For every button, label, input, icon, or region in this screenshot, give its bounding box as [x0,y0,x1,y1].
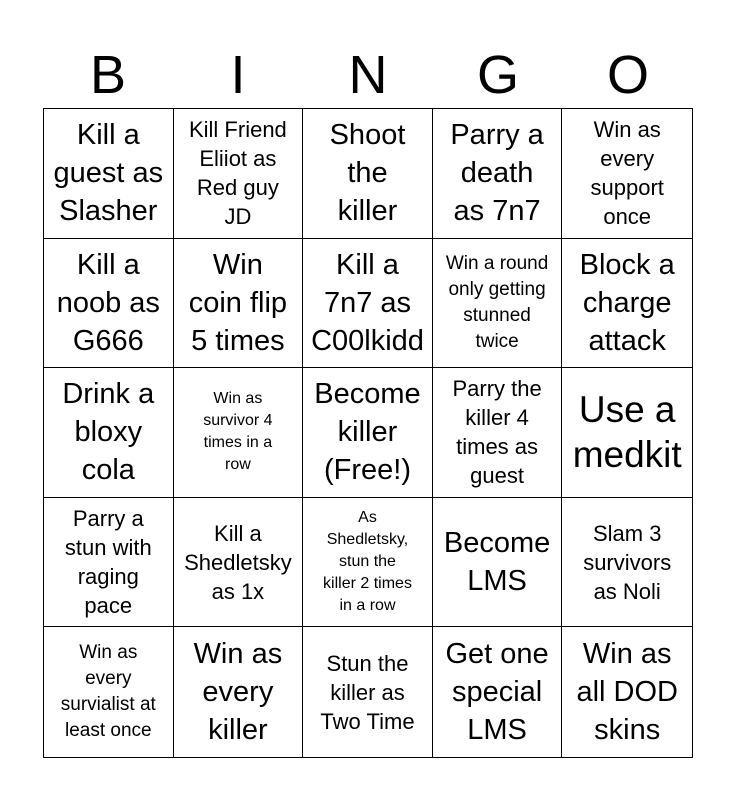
cell-text: Become killer (Free!) [314,378,421,487]
header-letter-n: N [348,45,388,105]
cell-text: Drink a bloxy cola [62,378,155,487]
bingo-cell-r3-c3[interactable] [303,368,433,498]
cell-text: Kill a noob as G666 [56,248,160,357]
cell-text: Win coin flip 5 times [188,248,288,357]
bingo-cell-r2-c2[interactable] [174,239,304,369]
bingo-cell-r5-c4[interactable] [433,627,563,757]
bingo-cell-r4-c3[interactable] [303,498,433,628]
cell-text: Kill a guest as Slasher [53,119,164,228]
cell-text: Kill Friend Eliiot as Red guy JD [188,117,287,230]
cell-text: Shoot the killer [329,119,406,228]
header-letter-g: G [476,45,519,105]
cell-text: Win as every killer [193,638,283,747]
bingo-cell-r4-c4[interactable] [433,498,563,628]
cell-text: Kill a 7n7 as C00lkidd [311,248,424,357]
cell-text: Use a medkit [572,389,682,476]
bingo-cell-r3-c1[interactable] [44,368,174,498]
cell-text: Parry a death as 7n7 [450,119,544,228]
cell-text: Parry a stun with raging pace [64,506,152,619]
bingo-cell-r2-c4[interactable] [433,239,563,369]
cell-text: As Shedletsky, stun the killer 2 times in a row [323,509,412,615]
bingo-cell-r4-c5[interactable] [562,498,692,628]
cell-text: Become LMS [443,527,551,598]
bingo-cell-r4-c1[interactable] [44,498,174,628]
cell-text: Stun the killer as Two Time [320,650,415,734]
header-letter-b: B [89,45,127,105]
header-letter-o: O [606,45,649,105]
bingo-cell-r4-c2[interactable] [174,498,304,628]
bingo-header [43,44,693,106]
cell-text: Win as every survialist at least once [60,642,156,742]
bingo-cell-r2-c3[interactable] [303,239,433,369]
cell-text: Parry the killer 4 times as guest [452,376,542,489]
bingo-cell-r1-c3[interactable] [303,109,433,239]
cell-text: Block a charge attack [579,248,675,357]
bingo-cell-r1-c4[interactable] [433,109,563,239]
bingo-cell-r3-c4[interactable] [433,368,563,498]
cell-text: Win as survivor 4 times in a row [203,390,273,474]
cell-text: Kill a Shedletsky as 1x [184,520,292,604]
bingo-cell-r2-c1[interactable] [44,239,174,369]
bingo-cell-r3-c2[interactable] [174,368,304,498]
cell-text: Slam 3 survivors as Noli [583,520,672,604]
cell-text: Win as every support once [590,117,664,230]
bingo-board [43,108,693,758]
bingo-cell-r5-c2[interactable] [174,627,304,757]
header-letter-i: I [230,45,246,105]
bingo-cell-r5-c5[interactable] [562,627,692,757]
bingo-cell-r1-c5[interactable] [562,109,692,239]
cell-text: Win as all DOD skins [576,638,678,747]
bingo-cell-r1-c2[interactable] [174,109,304,239]
bingo-cell-r5-c3[interactable] [303,627,433,757]
bingo-cell-r5-c1[interactable] [44,627,174,757]
cell-text: Win a round only getting stunned twice [445,252,549,352]
bingo-cell-r2-c5[interactable] [562,239,692,369]
bingo-cell-r1-c1[interactable] [44,109,174,239]
bingo-cell-r3-c5[interactable] [562,368,692,498]
cell-text: Get one special LMS [445,638,549,747]
